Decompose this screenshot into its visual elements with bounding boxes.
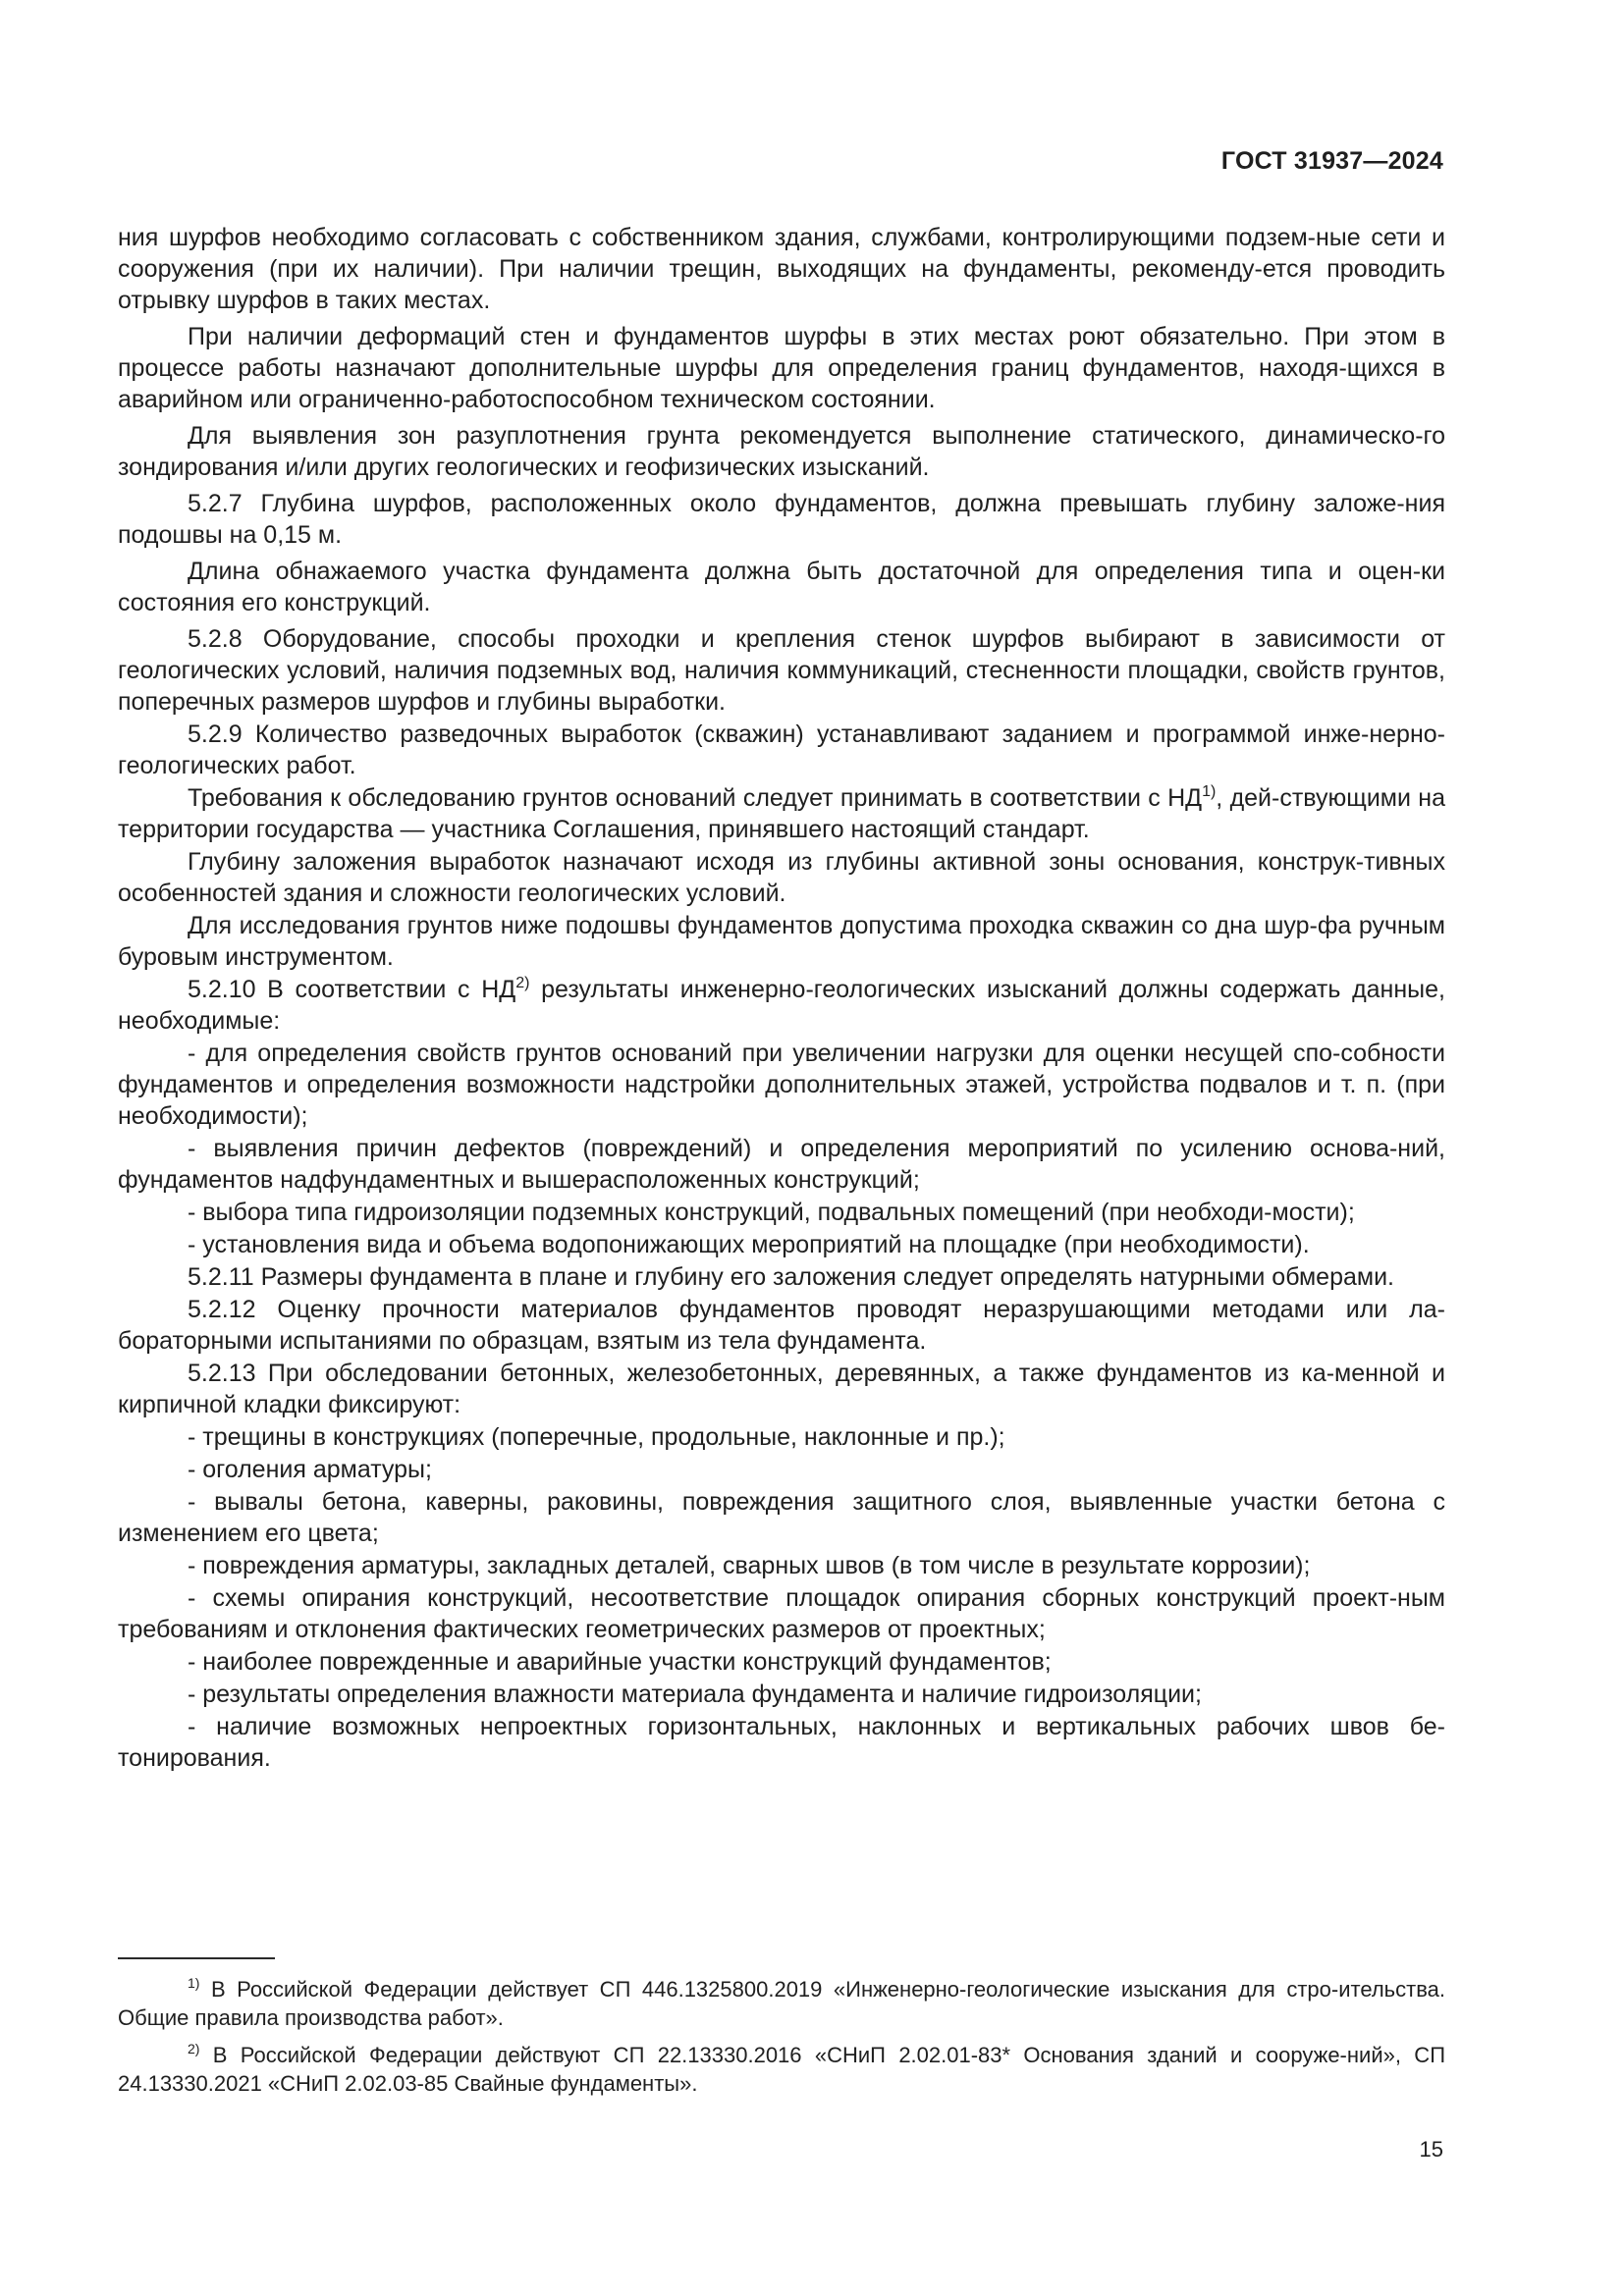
clause-5-2-7: 5.2.7 Глубина шурфов, расположенных около фундаментов, должна превышать глубину заложе-ния подошвы на 0,15 м.	[118, 490, 1445, 549]
list-item: - установления вида и объема водопонижающих мероприятий на площадке (при необходимости).	[188, 1231, 1310, 1258]
paragraph: Для выявления зон разуплотнения грунта рекомендуется выполнение статического, динамическо-го зондирования и/или других геологических и геофизических изысканий.	[118, 422, 1445, 481]
paragraph: При наличии деформаций стен и фундаментов шурфы в этих местах роют обязательно. При этом в процессе работы назначают дополнительные шурфы для определения границ фундаментов, находя-щихся в аварийном или ограниченно-работоспособном техническом состоянии.	[118, 323, 1445, 413]
list-item: - оголения арматуры;	[188, 1456, 432, 1483]
footnote-mark-2: 2)	[188, 2041, 200, 2056]
page-number: 15	[1419, 2137, 1443, 2162]
paragraph: Глубину заложения выработок назначают исходя из глубины активной зоны основания, конструк-тивных особенностей здания и сложности геологических условий.	[118, 848, 1445, 907]
paragraph: Для исследования грунтов ниже подошвы фундаментов допустима проходка скважин со дна шур-фа ручным буровым инструментом.	[118, 912, 1445, 971]
clause-5-2-13: 5.2.13 При обследовании бетонных, железобетонных, деревянных, а также фундаментов из ка-менной и кирпичной кладки фиксируют:	[118, 1360, 1445, 1418]
footnote-mark-1: 1)	[188, 1975, 200, 1991]
list-item: - наиболее поврежденные и аварийные участки конструкций фундаментов;	[188, 1648, 1052, 1676]
list-item: - выявления причин дефектов (повреждений) и определения мероприятий по усилению основа-ний, фундаментов надфундаментных и вышерасположенных конструкций;	[118, 1135, 1445, 1194]
paragraph-with-footnote-1	[118, 782, 1445, 845]
footnote-ref-2: 2)	[515, 975, 530, 991]
clause-5-2-11: 5.2.11 Размеры фундамента в плане и глубину его заложения следует определять натурными обмерами.	[188, 1263, 1394, 1291]
footnote-divider	[118, 1957, 275, 1959]
footnote-text: В Российской Федерации действуют СП 22.13330.2016 «СНиП 2.02.01-83* Основания зданий и сооруже-ний», СП 24.13330.2021 «СНиП 2.02.03-85 Свайные фундаменты».	[118, 2043, 1445, 2096]
clause-5-2-10	[118, 974, 1445, 1037]
clause-5-2-12: 5.2.12 Оценку прочности материалов фундаментов проводят неразрушающими методами или ла-бораторными испытаниями по образцам, взятым из тела фундамента.	[118, 1296, 1445, 1355]
list-item: - трещины в конструкциях (поперечные, продольные, наклонные и пр.);	[188, 1423, 1005, 1451]
footnote-1	[118, 1975, 1445, 2032]
paragraph-text: Требования к обследованию грунтов оснований следует принимать в соответствии с НД	[188, 784, 1203, 812]
body-text	[118, 222, 1445, 1775]
footnote-ref-1: 1)	[1202, 783, 1217, 800]
list-item: - выбора типа гидроизоляции подземных конструкций, подвальных помещений (при необходи-мости);	[188, 1199, 1355, 1226]
paragraph: ния шурфов необходимо согласовать с собственником здания, службами, контролирующими подзем-ные сети и сооружения (при их наличии). При наличии трещин, выходящих на фундаменты, рекоменду-ется проводить отрывку шурфов в таких местах.	[118, 224, 1445, 314]
paragraph: Длина обнажаемого участка фундамента должна быть достаточной для определения типа и оцен-ки состояния его конструкций.	[118, 558, 1445, 616]
paragraph-text: 5.2.10 В соответствии с НД	[188, 976, 516, 1003]
list-item: - для определения свойств грунтов оснований при увеличении нагрузки для оценки несущей спо-собности фундаментов и определения возможности надстройки дополнительных этажей, устройства подвалов и т. п. (при необходимости);	[118, 1040, 1445, 1130]
list-item: - повреждения арматуры, закладных деталей, сварных швов (в том числе в результате коррозии);	[188, 1552, 1311, 1579]
footnote-text: В Российской Федерации действует СП 446.1325800.2019 «Инженерно-геологические изыскания для стро-ительства. Общие правила производства работ».	[118, 1977, 1445, 2030]
clause-5-2-9: 5.2.9 Количество разведочных выработок (скважин) устанавливают заданием и программой инже-нерно-геологических работ.	[118, 721, 1445, 779]
clause-5-2-8: 5.2.8 Оборудование, способы проходки и крепления стенок шурфов выбирают в зависимости от геологических условий, наличия подземных вод, наличия коммуникаций, стесненности площадки, свойств грунтов, поперечных размеров шурфов и глубины выработки.	[118, 625, 1445, 716]
footnote-2	[118, 2041, 1445, 2098]
paragraph-text: , дей-ствующими на территории государства — участника Соглашения, принявшего настоящий стандарт.	[118, 784, 1445, 843]
footnotes	[118, 1975, 1445, 2107]
list-item: - наличие возможных непроектных горизонтальных, наклонных и вертикальных рабочих швов бе-тонирования.	[118, 1713, 1445, 1772]
list-item: - схемы опирания конструкций, несоответствие площадок опирания сборных конструкций проект-ным требованиям и отклонения фактических геометрических размеров от проектных;	[118, 1584, 1445, 1643]
list-item: - результаты определения влажности материала фундамента и наличие гидроизоляции;	[188, 1681, 1202, 1708]
document-code: ГОСТ 31937—2024	[1220, 147, 1443, 175]
paragraph-text: результаты инженерно-геологических изысканий должны содержать данные, необходимые:	[118, 976, 1445, 1035]
list-item: - вывалы бетона, каверны, раковины, повреждения защитного слоя, выявленные участки бетона с изменением его цвета;	[118, 1488, 1445, 1547]
